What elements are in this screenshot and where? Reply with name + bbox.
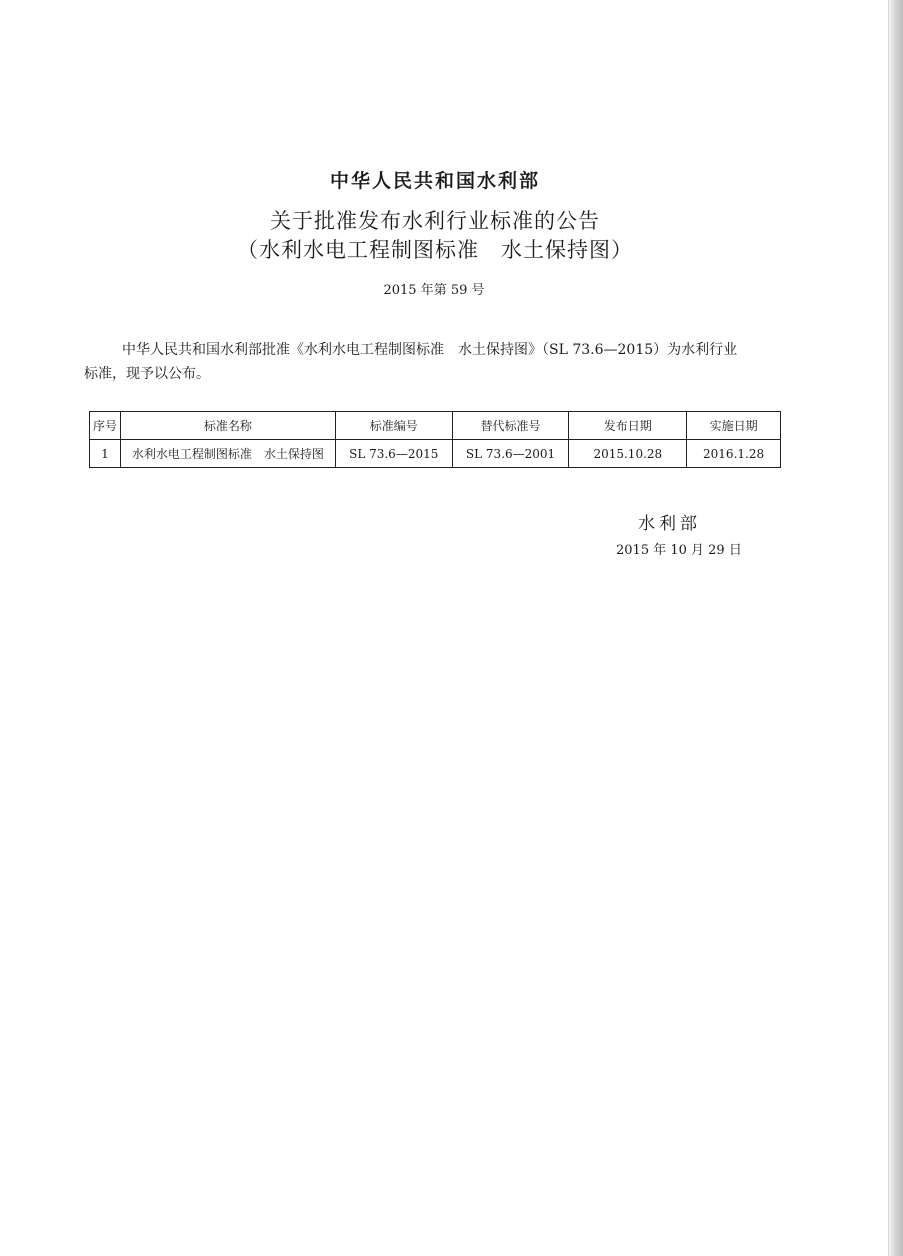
table-row xyxy=(90,440,781,468)
notice-title: 关于批准发布水利行业标准的公告 xyxy=(270,209,600,233)
cell-effective-date: 2016.1.28 xyxy=(687,440,781,468)
body-paragraph-line-1: 中华人民共和国水利部批准《水利水电工程制图标准 水土保持图》（SL 73.6—2015）为水利行业 xyxy=(122,342,738,358)
notice-body xyxy=(84,338,789,386)
cell-publish-date: 2015.10.28 xyxy=(569,440,687,468)
signature-date: 2015 年 10 月 29 日 xyxy=(616,543,742,558)
scan-page-edge xyxy=(889,0,903,1256)
notice-number: 2015 年第 59 号 xyxy=(383,283,485,298)
cell-standard-name: 水利水电工程制图标准 水土保持图 xyxy=(120,440,335,468)
header-serial-number: 序号 xyxy=(90,412,121,440)
cell-serial-number: 1 xyxy=(90,440,121,468)
header-replaced-standard: 替代标准号 xyxy=(452,412,569,440)
cell-standard-code: SL 73.6—2015 xyxy=(335,440,452,468)
header-effective-date: 实施日期 xyxy=(687,412,781,440)
issuer-signature: 水利部 xyxy=(638,514,701,534)
table-header-row xyxy=(90,412,781,440)
cell-replaced-standard: SL 73.6—2001 xyxy=(452,440,569,468)
notice-subtitle: （水利水电工程制图标准 水土保持图） xyxy=(237,238,633,262)
standards-table xyxy=(89,411,781,468)
body-paragraph-line-2: 标准，现予以公布。 xyxy=(84,366,210,382)
header-standard-name: 标准名称 xyxy=(120,412,335,440)
issuing-organization: 中华人民共和国水利部 xyxy=(329,170,540,192)
header-publish-date: 发布日期 xyxy=(569,412,687,440)
header-standard-code: 标准编号 xyxy=(335,412,452,440)
